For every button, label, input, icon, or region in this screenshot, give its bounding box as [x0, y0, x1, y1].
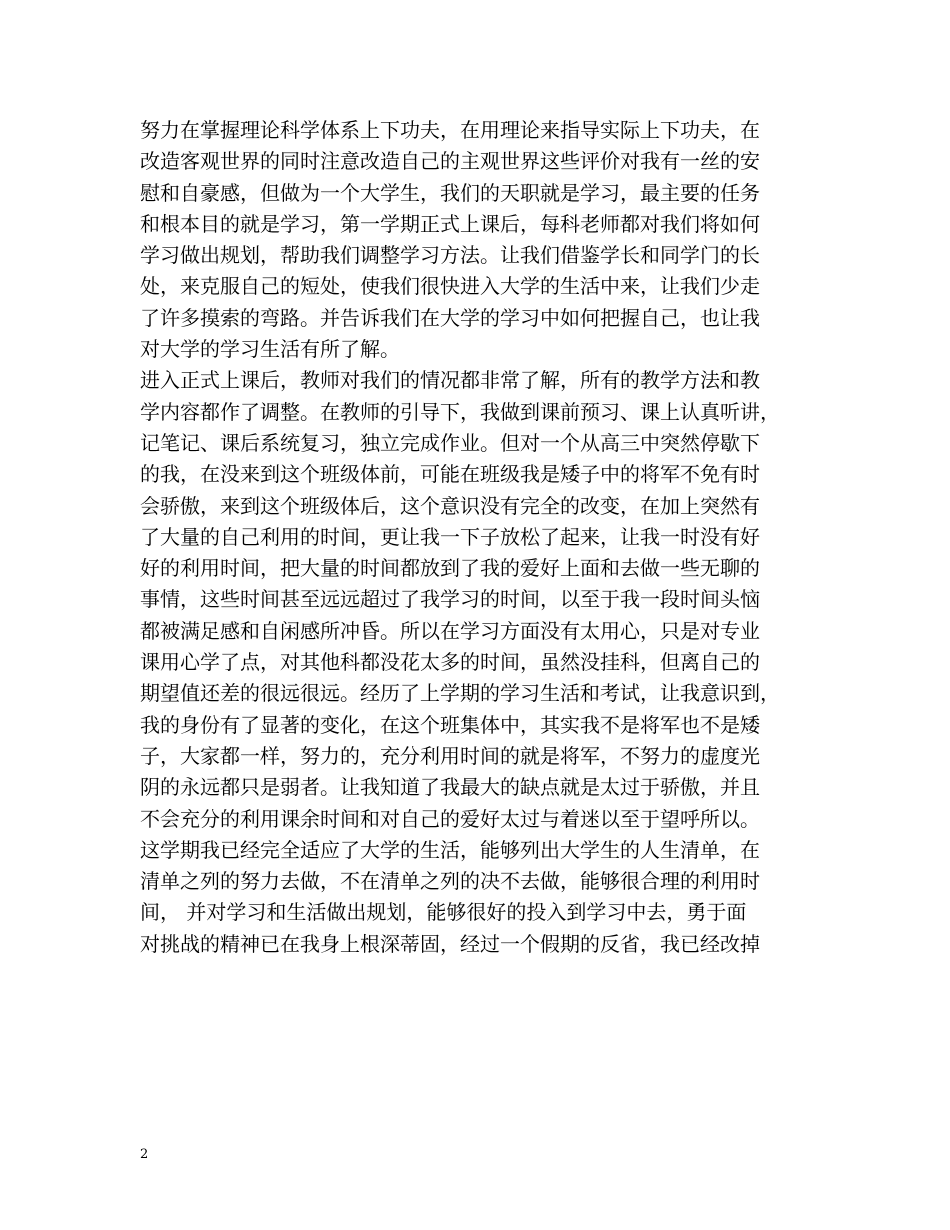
text-line: 间， 并对学习和生活做出规划，能够很好的投入到学习中去，勇于面 [140, 900, 747, 925]
text-line: 和根本目的就是学习，第一学期正式上课后，每科老师都对我们将如何 [140, 211, 760, 236]
text-line: 了许多摸索的弯路。并告诉我们在大学的学习中如何把握自己，也让我 [140, 305, 760, 330]
text-line: 的我，在没来到这个班级体前，可能在班级我是矮子中的将军不免有时 [140, 462, 760, 487]
text-line: 阴的永远都只是弱者。让我知道了我最大的缺点就是太过于骄傲，并且 [140, 775, 760, 800]
text-line: 都被满足感和自闲感所冲昏。所以在学习方面没有太用心，只是对专业 [140, 618, 760, 643]
text-line: 努力在掌握理论科学体系上下功夫，在用理论来指导实际上下功夫，在 [140, 118, 760, 142]
text-line: 课用心学了点，对其他科都没花太多的时间，虽然没挂科，但离自己的 [140, 650, 760, 675]
text-line: 不会充分的利用课余时间和对自己的爱好太过与着迷以至于望呼所以。 [140, 806, 760, 831]
text-line: 好的利用时间，把大量的时间都放到了我的爱好上面和去做一些无聊的 [140, 556, 760, 581]
text-line: 这学期我已经完全适应了大学的生活，能够列出大学生的人生清单，在 [140, 837, 760, 862]
text-line: 会骄傲，来到这个班级体后，这个意识没有完全的改变，在加上突然有 [140, 493, 760, 518]
text-line: 慰和自豪感，但做为一个大学生，我们的天职就是学习，最主要的任务 [140, 180, 760, 205]
text-line: 进入正式上课后，教师对我们的情况都非常了解，所有的教学方法和教 [140, 368, 760, 393]
page-number: 2 [140, 1147, 149, 1162]
text-line: 学习做出规划，帮助我们调整学习方法。让我们借鉴学长和同学门的长 [140, 243, 760, 268]
text-line: 改造客观世界的同时注意改造自己的主观世界这些评价对我有一丝的安 [140, 149, 760, 174]
text-line: 清单之列的努力去做，不在清单之列的决不去做，能够很合理的利用时 [140, 869, 760, 894]
text-line: 了大量的自己利用的时间，更让我一下子放松了起来，让我一时没有好 [140, 524, 760, 549]
text-line: 处，来克服自己的短处，使我们很快进入大学的生活中来，让我们少走 [140, 274, 760, 299]
text-line: 对挑战的精神已在我身上根深蒂固，经过一个假期的反省，我已经改掉 [140, 931, 760, 956]
text-line: 我的身份有了显著的变化，在这个班集体中，其实我不是将军也不是矮 [140, 712, 760, 737]
text-line: 子，大家都一样，努力的，充分利用时间的就是将军，不努力的虚度光 [140, 743, 760, 768]
text-line: 记笔记、课后系统复习，独立完成作业。但对一个从高三中突然停歇下 [140, 430, 760, 455]
text-line: 对大学的学习生活有所了解。 [140, 337, 400, 362]
text-line: 期望值还差的很远很远。经历了上学期的学习生活和考试，让我意识到， [140, 681, 780, 706]
text-line: 事情，这些时间甚至远远超过了我学习的时间，以至于我一段时间头恼 [140, 587, 760, 612]
body-text [140, 115, 830, 960]
text-line: 学内容都作了调整。在教师的引导下，我做到课前预习、课上认真听讲， [140, 399, 780, 424]
